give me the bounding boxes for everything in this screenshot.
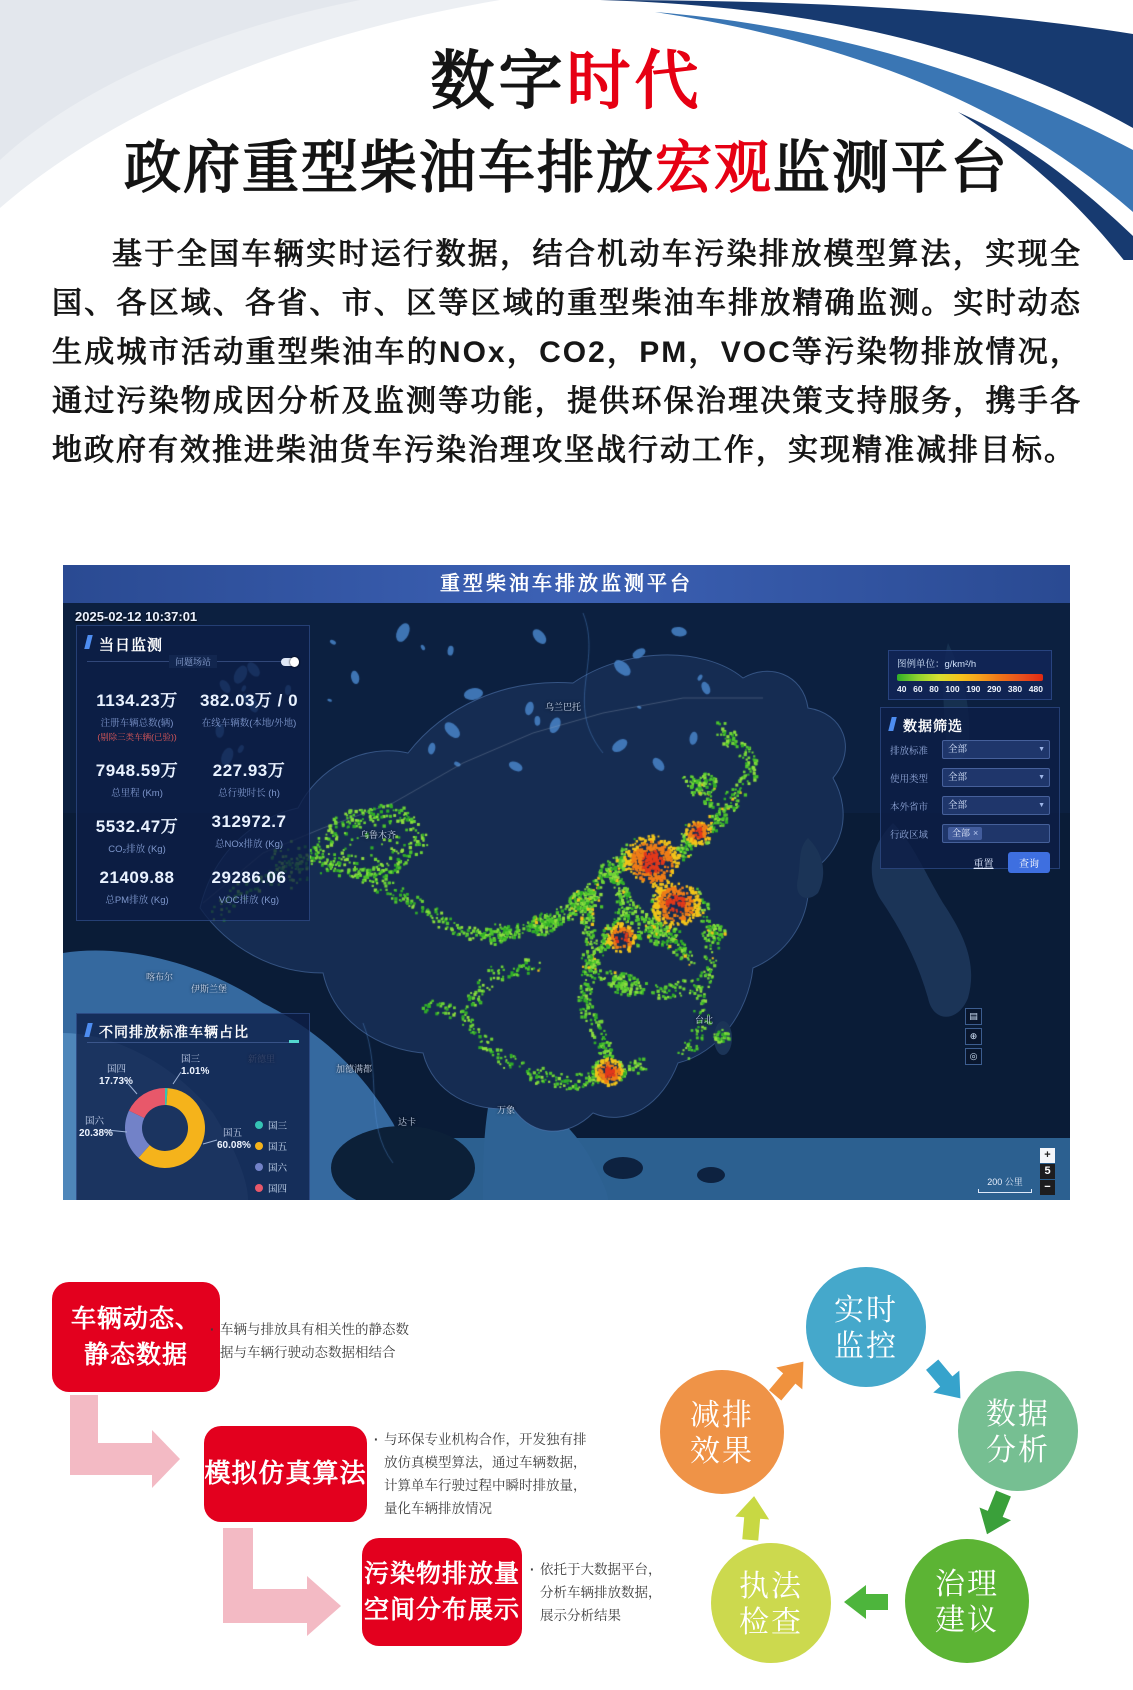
legend-item: 国四: [255, 1181, 287, 1195]
stat-pm: 21409.88 总PM排放 (Kg): [99, 868, 175, 906]
stat-online-vehicles: 382.03万 / 0 在线车辆数(本地/外地): [199, 691, 299, 729]
callout-guo5: 国五: [223, 1128, 243, 1139]
timestamp: 2025-02-12 10:37:01: [75, 609, 198, 624]
map-zoom-control: [1040, 1148, 1055, 1195]
arrow-monitoring-to-analysis: [919, 1354, 973, 1410]
standards-panel-title: 不同排放标准车辆占比: [77, 1014, 309, 1046]
stat-registered-vehicles: 1134.23万 注册车辆总数(辆) (剔除三类车辆(已验)): [81, 686, 193, 743]
flow-box-simulation: 模拟仿真算法: [204, 1426, 367, 1522]
svg-text:治理建议: 治理建议: [935, 1568, 999, 1637]
layers-icon[interactable]: ◎: [965, 1048, 982, 1065]
callout-guo4: 国四: [107, 1064, 127, 1075]
today-panel-subtitle: 问题场站: [169, 655, 217, 668]
zoom-out-button[interactable]: −: [1040, 1180, 1055, 1195]
region-select[interactable]: [942, 824, 1050, 843]
region-tag[interactable]: 全部 ×: [948, 827, 982, 840]
cycle-node-realtime-monitoring: [806, 1267, 926, 1387]
query-button[interactable]: 查询: [1008, 852, 1050, 873]
dashboard-screenshot: [63, 565, 1070, 1200]
svg-text:1.01%: 1.01%: [181, 1066, 210, 1077]
filter-row-province: 本外省市 全部 ▼: [890, 796, 1050, 815]
divider: [87, 1042, 299, 1043]
map-city-label: 乌兰巴托: [545, 702, 582, 712]
cycle-node-data-analysis: [958, 1371, 1078, 1491]
cycle-node-emission-reduction: [660, 1370, 784, 1494]
arrow-enforcement-to-reduction: [733, 1495, 771, 1542]
intro-paragraph: 基于全国车辆实时运行数据，结合机动车污染排放模型算法，实现全国、各区域、各省、市、区等区域的重型柴油车排放精确监测。实时动态生成城市活动重型柴油车的NOx，CO2，PM，VOC等污染物排放情况，通过污染物成因分析及监测等功能，提供环保治理决策支持服务，携手各地政府有效推进柴油货车污染治理攻坚战行动工作，实现精准减排目标。: [52, 238, 1082, 467]
svg-text:减排效果: 减排效果: [690, 1399, 754, 1468]
page-subtitle: [0, 122, 1133, 204]
legend-unit-label: 图例单位：g/km²/h: [897, 659, 977, 670]
legend-item: 国三: [255, 1118, 287, 1132]
today-panel-title: 当日监测: [77, 626, 309, 659]
divider-tick: [289, 1040, 299, 1043]
usage-type-select[interactable]: 全部 ▼: [942, 768, 1050, 787]
title1-red: 时代: [566, 45, 703, 117]
svg-text:实时监控: 实时监控: [834, 1294, 898, 1363]
flow-box-spatial-display: 污染物排放量空间分布展示: [362, 1538, 522, 1646]
arrow-advice-to-enforcement: [844, 1585, 888, 1619]
stat-note: (剔除三类车辆(已验)): [97, 732, 177, 742]
stat-co2: 5532.47万 CO₂排放 (Kg): [95, 817, 179, 855]
filter-row-usage-type: 使用类型 全部 ▼: [890, 768, 1050, 787]
remove-tag-icon[interactable]: ×: [973, 828, 979, 838]
stat-voc: 29286.06 VOC排放 (Kg): [211, 868, 287, 906]
callout-guo6: 国六: [85, 1116, 105, 1127]
svg-text:17.73%: 17.73%: [99, 1076, 133, 1087]
arrow-analysis-to-advice: [971, 1487, 1019, 1541]
today-stats-grid: [77, 678, 309, 914]
map-city-label: 达卡: [398, 1117, 417, 1127]
title1-black: 数字: [430, 45, 567, 117]
today-monitor-panel: [76, 625, 310, 921]
svg-text:执法检查: 执法检查: [739, 1570, 803, 1639]
svg-text:数据分析: 数据分析: [986, 1398, 1050, 1467]
zoom-level: 5: [1040, 1164, 1055, 1179]
svg-text:20.38%: 20.38%: [79, 1128, 113, 1139]
map-scale: 200 公里: [978, 1175, 1032, 1193]
cycle-node-law-enforcement: [711, 1543, 831, 1663]
map-city-label: 伊斯兰堡: [191, 984, 228, 994]
dashboard-title: 重型柴油车排放监测平台: [63, 565, 1070, 603]
legend-ticks: 40 60 80 100 190 290 380 480: [897, 684, 1043, 694]
stat-total-mileage: 7948.59万 总里程 (Km): [95, 761, 179, 799]
legend-item: 国六: [255, 1160, 287, 1174]
scale-line: [978, 1189, 1032, 1193]
flow-note-spatial-display: · 依托于大数据平台，分析车辆排放数据，展示分析结果: [528, 1558, 672, 1627]
emission-standards-panel: [76, 1013, 310, 1200]
measure-icon[interactable]: ▤: [965, 1008, 982, 1025]
map-city-label: 喀布尔: [146, 972, 174, 982]
data-filter-panel: [880, 707, 1060, 869]
zoom-in-button[interactable]: +: [1040, 1148, 1055, 1163]
color-ramp: [897, 674, 1043, 681]
map-city-label: 加德满都: [336, 1064, 373, 1074]
reset-button[interactable]: 重置: [973, 859, 994, 870]
donut-legend: [255, 1118, 287, 1200]
title2-black2: 监测平台: [773, 136, 1009, 200]
page-title: [0, 30, 1133, 122]
filter-panel-title: 数据筛选: [881, 708, 1059, 740]
map-tools: [965, 1008, 982, 1065]
title2-black1: 政府重型柴油车排放: [124, 136, 655, 200]
title2-red: 宏观: [655, 136, 773, 200]
chevron-down-icon: ▼: [1038, 746, 1045, 753]
filter-row-emission-standard: 排放标准 全部 ▼: [890, 740, 1050, 759]
closed-loop-cycle-diagram: [600, 1240, 1133, 1690]
svg-text:60.08%: 60.08%: [217, 1140, 251, 1151]
flow-box-vehicle-data: 车辆动态、静态数据: [52, 1282, 220, 1392]
map-city-label: 万象: [497, 1105, 516, 1115]
stat-nox: 312972.7 总NOx排放 (Kg): [211, 812, 287, 850]
chevron-down-icon: ▼: [1038, 802, 1045, 809]
stat-total-hours: 227.93万 总行驶时长 (h): [212, 761, 286, 799]
filter-row-region: 行政区域 全部 ×: [890, 824, 1050, 843]
province-select[interactable]: 全部 ▼: [942, 796, 1050, 815]
map-color-legend: [888, 650, 1052, 700]
flow-note-vehicle-data: · 车辆与排放具有相关性的静态数据与车辆行驶动态数据相结合: [208, 1318, 418, 1364]
legend-item: 国五: [255, 1139, 287, 1153]
callout-guo3: 国三: [181, 1054, 201, 1065]
locate-icon[interactable]: ⊕: [965, 1028, 982, 1045]
emission-standard-select[interactable]: 全部 ▼: [942, 740, 1050, 759]
cycle-node-governance-advice: [905, 1539, 1029, 1663]
flow-note-simulation: · 与环保专业机构合作，开发独有排放仿真模型算法，通过车辆数据，计算单车行驶过程中瞬时排放量，量化车辆排放情况: [372, 1428, 590, 1520]
chevron-down-icon: ▼: [1038, 774, 1045, 781]
map-city-label: 台北: [695, 1015, 714, 1025]
station-toggle[interactable]: [281, 658, 299, 666]
map-city-label: 乌鲁木齐: [360, 830, 397, 840]
